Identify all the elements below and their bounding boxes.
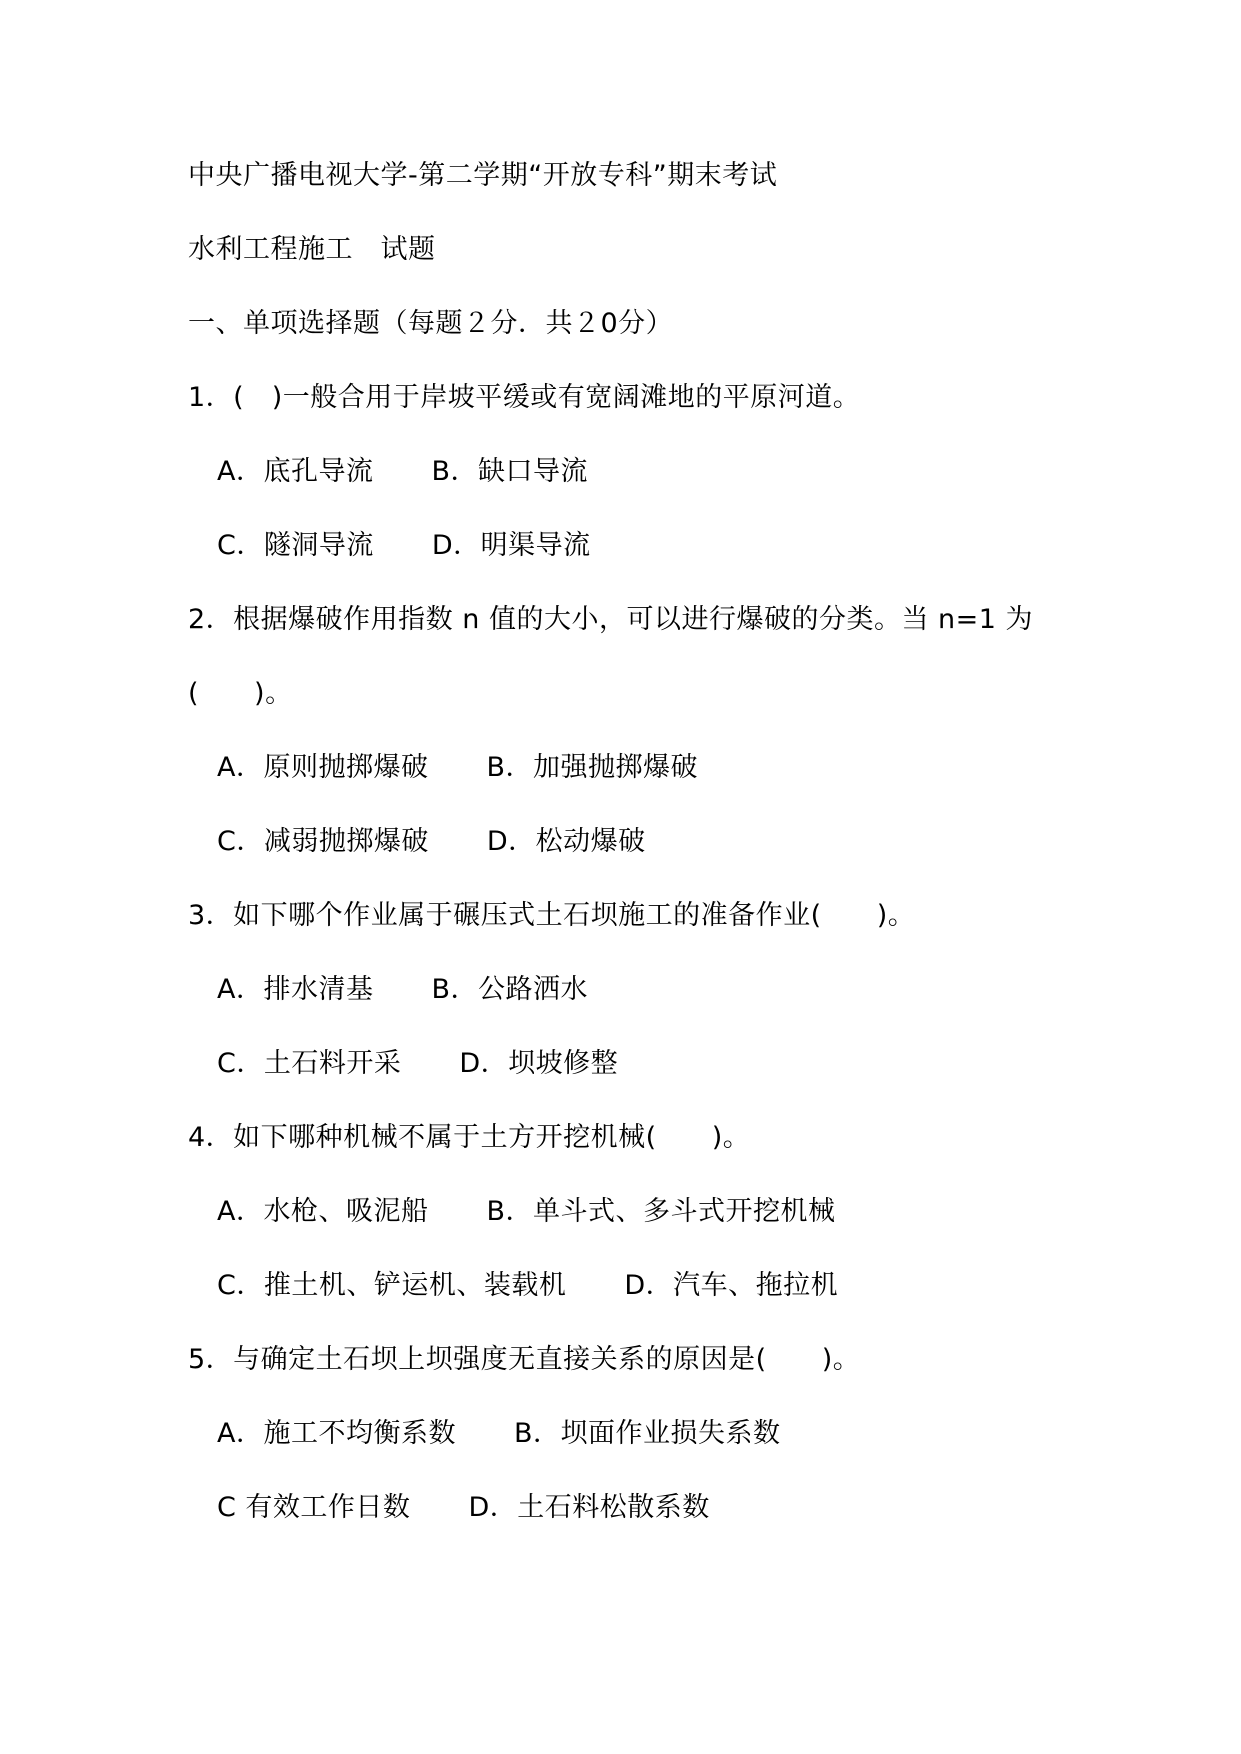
exam-title: 中央广播电视大学-第二学期“开放专科”期末考试: [188, 160, 778, 191]
exam-subtitle: 水利工程施工 试题: [188, 234, 436, 265]
question-5-stem: 5．与确定土石坝上坝强度无直接关系的原因是( )。: [188, 1344, 861, 1375]
question-3-option-a: A．排水清基: [217, 974, 374, 1005]
question-2-option-b: B．加强抛掷爆破: [486, 752, 699, 783]
question-3-options-row-1: [217, 972, 588, 1008]
question-1-option-c: C．隧洞导流: [217, 530, 374, 561]
question-4-options-row-2: [217, 1268, 838, 1304]
question-5-option-b: B．坝面作业损失系数: [513, 1418, 781, 1449]
question-3-option-b: B．公路洒水: [431, 974, 589, 1005]
question-4-option-d: D．汽车、拖拉机: [624, 1270, 839, 1301]
question-3-stem: 3．如下哪个作业属于碾压式土石坝施工的准备作业( )。: [188, 900, 916, 931]
question-1-option-b: B．缺口导流: [431, 456, 589, 487]
question-3-options-row-2: [217, 1046, 618, 1082]
question-2-option-d: D．松动爆破: [486, 826, 646, 857]
question-4-options-row-1: [217, 1194, 836, 1230]
question-4-option-b: B．单斗式、多斗式开挖机械: [486, 1196, 836, 1227]
question-5-options-row-1: [217, 1416, 781, 1452]
section-heading: 一、单项选择题（每题２分．共２0分）: [188, 308, 674, 339]
question-2-option-a: A．原则抛掷爆破: [217, 752, 429, 783]
question-5-options-row-2: [217, 1490, 710, 1526]
question-3-option-c: C．土石料开采: [217, 1048, 402, 1079]
question-1-option-d: D．明渠导流: [431, 530, 591, 561]
question-2-stem: 2．根据爆破作用指数 n 值的大小，可以进行爆破的分类。当 n=1 为: [188, 604, 1034, 635]
question-3-option-d: D．坝坡修整: [459, 1048, 619, 1079]
question-1-options-row-1: [217, 454, 588, 490]
question-5-option-d: D．土石料松散系数: [468, 1492, 710, 1523]
question-5-option-c: C 有效工作日数: [217, 1492, 411, 1523]
question-5-option-a: A．施工不均衡系数: [217, 1418, 456, 1449]
question-2-options-row-1: [217, 750, 698, 786]
question-4-option-c: C．推土机、铲运机、装载机: [217, 1270, 567, 1301]
question-2-option-c: C．减弱抛掷爆破: [217, 826, 429, 857]
question-1-options-row-2: [217, 528, 591, 564]
question-4-stem: 4．如下哪种机械不属于土方开挖机械( )。: [188, 1122, 751, 1153]
question-1-option-a: A．底孔导流: [217, 456, 374, 487]
question-4-option-a: A．水枪、吸泥船: [217, 1196, 429, 1227]
question-1-stem: 1．( )一般合用于岸坡平缓或有宽阔滩地的平原河道。: [188, 382, 861, 413]
question-2-options-row-2: [217, 824, 646, 860]
question-2-stem-continuation: ( )。: [188, 678, 293, 709]
